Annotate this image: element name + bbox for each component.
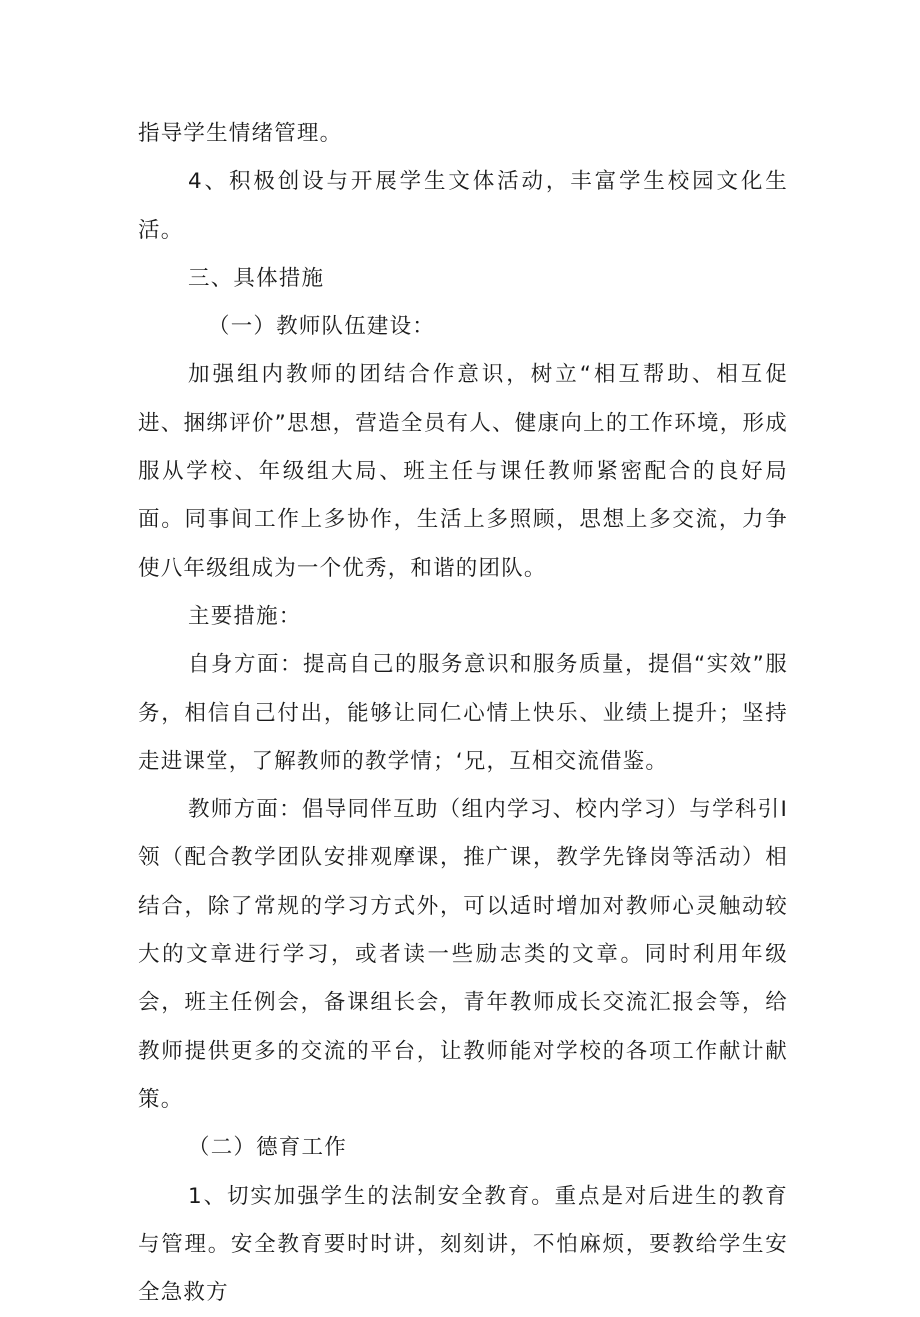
subsection-heading-1: （一）教师队伍建设： bbox=[208, 314, 436, 340]
subsection-heading-2: （二）德育工作 bbox=[188, 1135, 347, 1161]
paragraph-teacher-team: 加强组内教师的团结合作意识，树立“相互帮助、相互促进、捆绑评价”思想，营造全员有人、健康向上的工作环境，形成服从学校、年级组大局、班主任与课任教师紧密配合的良好局面。同事间工作上多协作，生活上多照顾，思想上多交流，力争使八年级组成为一个优秀，和谐的团队。 bbox=[138, 362, 788, 581]
paragraph-self-aspect: 自身方面：提高自己的服务意识和服务质量，提倡“实效”服务，相信自己付出，能够让同仁心情上快乐、业绩上提升；坚持走进课堂，了解教师的教学情；‘兄，互相交流借鉴。 bbox=[138, 652, 788, 774]
paragraph-continuation: 指导学生情绪管理。 bbox=[138, 121, 343, 146]
paragraph-item-4: 4、积极创设与开展学生文体活动，丰富学生校园文化生活。 bbox=[138, 169, 788, 243]
document-page bbox=[138, 110, 788, 1317]
section-heading-3: 三、具体措施 bbox=[188, 265, 325, 291]
paragraph-safety-education: 1、切实加强学生的法制安全教育。重点是对后进生的教育与管理。安全教育要时时讲，刻刻讲，不怕麻烦，要教给学生安全急救方 bbox=[138, 1183, 788, 1306]
main-measures-heading: 主要措施： bbox=[188, 603, 302, 629]
paragraph-teacher-aspect: 教师方面：倡导同伴互助（组内学习、校内学习）与学科引Ⅰ领（配合教学团队安排观摩课，推广课，教学先锋岗等活动）相结合，除了常规的学习方式外，可以适时增加对教师心灵触动较大的文章进行学习，或者读一些励志类的文章。同时利用年级会，班主任例会，备课组长会，青年教师成长交流汇报会等，给教师提供更多的交流的平台，让教师能对学校的各项工作献计献策。 bbox=[138, 797, 788, 1112]
